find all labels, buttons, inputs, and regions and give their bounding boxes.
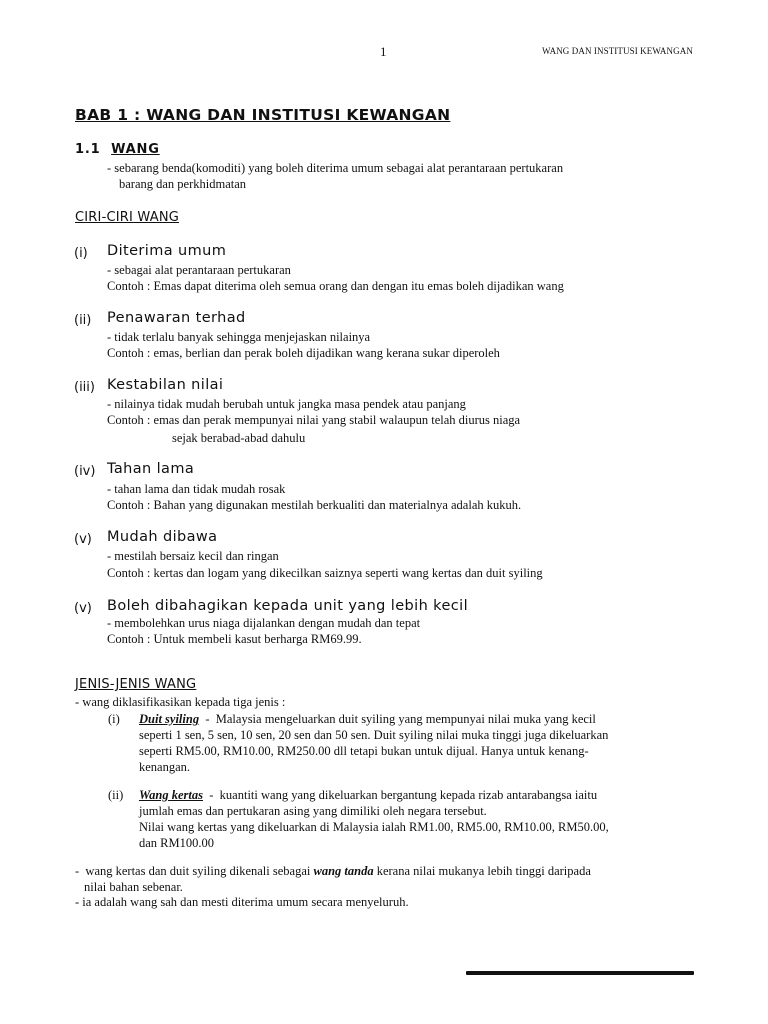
item-description: - tidak terlalu banyak sehingga menjejaskan nilainya <box>107 330 371 344</box>
wang-sah-note: - ia adalah wang sah dan mesti diterima umum secara menyeluruh. <box>75 895 409 909</box>
running-title: WANG DAN INSTITUSI KEWANGAN <box>542 46 693 56</box>
note-text: - wang kertas dan duit syiling dikenali sebagai <box>75 864 314 878</box>
item-description: - tahan lama dan tidak mudah rosak <box>107 482 286 496</box>
wang-kertas-line1 <box>139 787 597 803</box>
item-number: (iv) <box>74 464 96 479</box>
item-number: (v) <box>74 532 92 547</box>
item-example-continued: sejak berabad-abad dahulu <box>172 431 306 445</box>
wang-definition-line1: - sebarang benda(komoditi) yang boleh diterima umum sebagai alat perantaraan pertukaran <box>107 161 564 175</box>
item-title-boleh-dibahagikan: Boleh dibahagikan kepada unit yang lebih kecil <box>107 598 468 614</box>
item-title-kestabilan-nilai: Kestabilan nilai <box>107 377 224 393</box>
item-number: (i) <box>74 246 88 261</box>
jenis-intro: - wang diklasifikasikan kepada tiga jenis : <box>75 695 286 709</box>
item-number: (iii) <box>74 380 95 395</box>
section-heading-wang <box>75 142 160 157</box>
term-wang-tanda: wang tanda <box>313 864 374 878</box>
item-example: Contoh : emas, berlian dan perak boleh dijadikan wang kerana sukar diperoleh <box>107 346 500 360</box>
page-number: 1 <box>380 44 387 59</box>
term-wang-kertas: Wang kertas <box>139 788 204 802</box>
item-example: Contoh : emas dan perak mempunyai nilai yang stabil walaupun telah diurus niaga <box>107 413 521 427</box>
item-description: - membolehkan urus niaga dijalankan dengan mudah dan tepat <box>107 616 421 630</box>
item-description: - nilainya tidak mudah berubah untuk jangka masa pendek atau panjang <box>107 397 466 411</box>
duit-syiling-line2: seperti 1 sen, 5 sen, 10 sen, 20 sen dan 50 sen. Duit syiling nilai muka tinggi juga dikeluarkan <box>139 728 609 742</box>
footer-bar <box>466 971 694 975</box>
item-example: Contoh : kertas dan logam yang dikecilkan saiznya seperti wang kertas dan duit syiling <box>107 566 543 580</box>
item-example: Contoh : Emas dapat diterima oleh semua orang dan dengan itu emas boleh dijadikan wang <box>107 279 564 293</box>
note-text: kerana nilai mukanya lebih tinggi daripada <box>373 864 591 878</box>
section-title: WANG <box>111 142 160 157</box>
item-title-mudah-dibawa: Mudah dibawa <box>107 529 218 545</box>
item-title-penawaran-terhad: Penawaran terhad <box>107 310 246 326</box>
item-number: (ii) <box>74 313 92 328</box>
item-title-tahan-lama: Tahan lama <box>107 461 195 477</box>
wang-kertas-line2: jumlah emas dan pertukaran asing yang dimiliki oleh negara tersebut. <box>139 804 487 818</box>
item-title-diterima-umum: Diterima umum <box>107 243 227 259</box>
wang-tanda-note-line2: nilai bahan sebenar. <box>84 880 183 894</box>
jenis-number: (i) <box>108 712 120 726</box>
ciri-ciri-heading: CIRI-CIRI WANG <box>75 210 180 225</box>
section-number: 1.1 <box>75 142 101 157</box>
wang-definition-line2: barang dan perkhidmatan <box>119 177 247 191</box>
wang-kertas-text: - kuantiti wang yang dikeluarkan bergantung kepada rizab antarabangsa iaitu <box>203 788 598 802</box>
duit-syiling-line1 <box>139 711 596 727</box>
jenis-number: (ii) <box>108 788 124 802</box>
term-duit-syiling: Duit syiling <box>139 712 200 726</box>
duit-syiling-text: - Malaysia mengeluarkan duit syiling yang mempunyai nilai muka yang kecil <box>199 712 596 726</box>
item-example: Contoh : Untuk membeli kasut berharga RM69.99. <box>107 632 362 646</box>
jenis-jenis-heading: JENIS-JENIS WANG <box>75 677 197 692</box>
item-description: - mestilah bersaiz kecil dan ringan <box>107 549 279 563</box>
duit-syiling-line4: kenangan. <box>139 760 191 774</box>
wang-kertas-line3: Nilai wang kertas yang dikeluarkan di Malaysia ialah RM1.00, RM5.00, RM10.00, RM50.00, <box>139 820 609 834</box>
item-description: - sebagai alat perantaraan pertukaran <box>107 263 291 277</box>
item-example: Contoh : Bahan yang digunakan mestilah berkualiti dan materialnya adalah kukuh. <box>107 498 522 512</box>
item-number: (v) <box>74 601 92 616</box>
duit-syiling-line3: seperti RM5.00, RM10.00, RM250.00 dll tetapi bukan untuk dijual. Hanya untuk kenang- <box>139 744 589 758</box>
wang-kertas-line4: dan RM100.00 <box>139 836 214 850</box>
wang-tanda-note <box>75 863 591 879</box>
chapter-title: BAB 1 : WANG DAN INSTITUSI KEWANGAN <box>75 106 451 124</box>
